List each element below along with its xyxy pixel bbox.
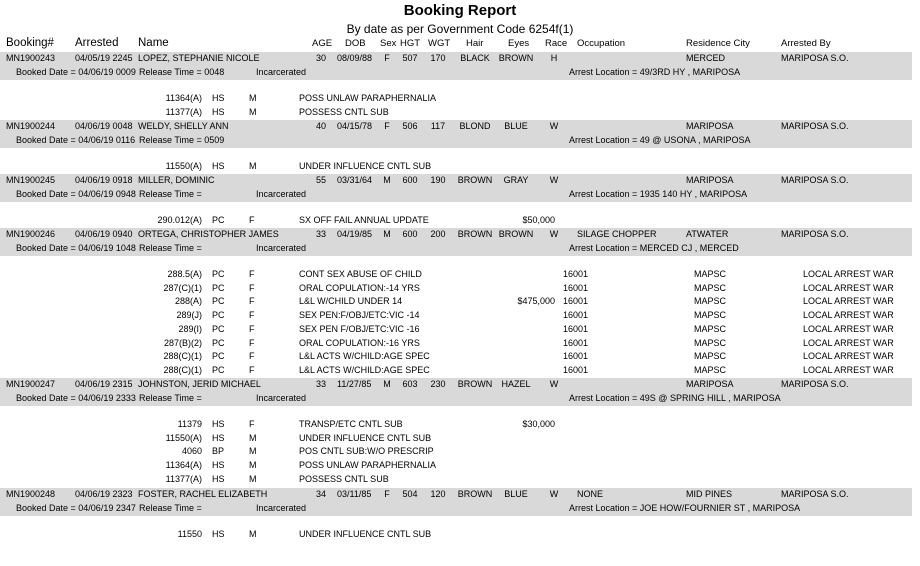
- charge-code: 11379: [177, 419, 202, 429]
- arrest-location: Arrest Location = 49 @ USONA , MARIPOSA: [569, 135, 751, 145]
- authority: LOCAL ARREST WAR: [803, 364, 894, 375]
- charge-description: UNDER INFLUENCE CNTL SUB: [299, 161, 432, 171]
- booking-number: MN1900243: [6, 53, 56, 63]
- charge-description: POSS UNLAW PARAPHERNALIA: [299, 460, 437, 471]
- authority: LOCAL ARREST WAR: [803, 323, 894, 334]
- weight: 190: [430, 175, 446, 185]
- arrested-by: MARIPOSA S.O.: [781, 379, 849, 389]
- charge-type: HS: [212, 432, 225, 443]
- arrest-location: Arrest Location = 1935 140 HY , MARIPOSA: [569, 189, 748, 199]
- charge-description: ORAL COPULATION:-16 YRS: [299, 337, 420, 348]
- dob: 04/15/78: [337, 121, 373, 131]
- charge-level: F: [249, 296, 255, 307]
- custody-status: Incarcerated: [256, 67, 307, 77]
- charge-code: 11377(A): [165, 106, 202, 117]
- eyes: BLUE: [504, 121, 528, 131]
- col-arrested-by: Arrested By: [781, 38, 831, 49]
- warrant-number: 16001: [563, 323, 589, 334]
- arrest-location: Arrest Location = 49/3RD HY , MARIPOSA: [569, 67, 741, 77]
- charge-description: POS CNTL SUB:W/O PRESCRIP: [299, 446, 434, 457]
- col-age: AGE: [312, 38, 333, 49]
- charge-code: 290.012(A): [157, 215, 202, 225]
- person-name: JOHNSTON, JERID MICHAEL: [138, 379, 261, 389]
- age: 55: [315, 175, 326, 185]
- charge-type: HS: [212, 93, 225, 103]
- charge-type: PC: [212, 215, 225, 225]
- arrested-by: MARIPOSA S.O.: [781, 53, 849, 63]
- hair: BLACK: [460, 53, 490, 63]
- report-subtitle: By date as per Government Code 6254f(1): [346, 22, 574, 36]
- weight: 120: [430, 489, 446, 499]
- charge-level: F: [249, 419, 255, 429]
- charge-code: 11550(A): [165, 161, 202, 171]
- booked-date: Booked Date = 04/06/19 0116: [16, 135, 136, 145]
- arrested-by: MARIPOSA S.O.: [781, 175, 849, 185]
- warrant-number: 16001: [563, 337, 589, 348]
- agency: MAPSC: [694, 337, 727, 348]
- arrested-datetime: 04/06/19 2315: [75, 379, 133, 389]
- race: W: [549, 229, 559, 239]
- authority: LOCAL ARREST WAR: [803, 310, 894, 321]
- col-eyes: Eyes: [508, 38, 530, 49]
- bail-amount: $50,000: [522, 215, 555, 225]
- booking-number: MN1900244: [6, 121, 56, 131]
- charge-description: UNDER INFLUENCE CNTL SUB: [299, 432, 432, 443]
- col-name: Name: [138, 37, 169, 49]
- charge-code: 287(C)(1): [163, 282, 202, 293]
- charge-code: 289(I): [178, 323, 202, 334]
- person-name: ORTEGA, CHRISTOPHER JAMES: [138, 229, 279, 239]
- bail-amount: $30,000: [522, 419, 555, 429]
- booked-date: Booked Date = 04/06/19 0948: [16, 189, 136, 199]
- charge-description: L&L ACTS W/CHILD:AGE SPEC: [299, 351, 430, 362]
- charge-type: HS: [212, 473, 225, 484]
- release-time: Release Time =: [139, 189, 202, 199]
- charge-code: 11364(A): [165, 93, 202, 103]
- residence-city: MARIPOSA: [686, 175, 734, 185]
- dob: 08/09/88: [337, 53, 373, 63]
- occupation: NONE: [577, 489, 604, 499]
- age: 40: [315, 121, 326, 131]
- charge-level: M: [249, 161, 257, 171]
- eyes: BROWN: [498, 53, 534, 63]
- charge-level: F: [249, 351, 255, 362]
- charge-code: 4060: [181, 446, 202, 457]
- height: 600: [402, 175, 418, 185]
- race: W: [549, 175, 559, 185]
- dob: 11/27/85: [337, 379, 372, 389]
- booking-number: MN1900246: [6, 229, 56, 239]
- sex: F: [384, 121, 390, 131]
- charge-code: 288(C)(1): [163, 351, 202, 362]
- charge-type: PC: [212, 337, 225, 348]
- charge-description: ORAL COPULATION:-14 YRS: [299, 282, 420, 293]
- hair: BROWN: [457, 489, 493, 499]
- charge-level: M: [249, 93, 257, 103]
- booked-date: Booked Date = 04/06/19 1048: [16, 243, 136, 253]
- charge-description: POSSESS CNTL SUB: [299, 106, 389, 117]
- charge-level: F: [249, 282, 255, 293]
- agency: MAPSC: [694, 364, 727, 375]
- weight: 200: [430, 229, 446, 239]
- residence-city: MARIPOSA: [686, 121, 734, 131]
- weight: 170: [430, 53, 446, 63]
- height: 507: [402, 53, 418, 63]
- height: 504: [402, 489, 418, 499]
- charge-type: HS: [212, 460, 225, 471]
- height: 506: [402, 121, 418, 131]
- age: 33: [315, 379, 326, 389]
- sex: M: [383, 379, 391, 389]
- sex: M: [383, 175, 391, 185]
- residence-city: MERCED: [686, 53, 726, 63]
- charge-level: F: [249, 269, 255, 279]
- charge-level: M: [249, 529, 257, 539]
- charge-code: 288(C)(1): [163, 364, 202, 375]
- charge-level: M: [249, 460, 257, 471]
- residence-city: ATWATER: [686, 229, 729, 239]
- weight: 117: [430, 121, 446, 131]
- race: H: [550, 53, 558, 63]
- col-hgt: HGT: [400, 38, 421, 49]
- dob: 03/31/64: [337, 175, 373, 185]
- charge-type: PC: [212, 269, 225, 279]
- release-time: Release Time =: [139, 243, 202, 253]
- booked-date: Booked Date = 04/06/19 2333: [16, 393, 136, 403]
- residence-city: MARIPOSA: [686, 379, 734, 389]
- release-time: Release Time = 0048: [139, 67, 225, 77]
- col-occupation: Occupation: [577, 38, 626, 49]
- col-residence: Residence City: [686, 38, 750, 49]
- charge-level: F: [249, 337, 255, 348]
- charge-type: HS: [212, 529, 225, 539]
- charge-description: UNDER INFLUENCE CNTL SUB: [299, 529, 432, 539]
- charge-code: 288(A): [174, 296, 202, 307]
- arrested-datetime: 04/06/19 0918: [75, 175, 133, 185]
- charge-level: M: [249, 106, 257, 117]
- charge-level: M: [249, 446, 257, 457]
- occupation: SILAGE CHOPPER: [577, 229, 657, 239]
- arrested-datetime: 04/06/19 2323: [75, 489, 133, 499]
- hair: BLOND: [459, 121, 491, 131]
- charge-level: F: [249, 364, 255, 375]
- warrant-number: 16001: [563, 310, 589, 321]
- eyes: HAZEL: [501, 379, 531, 389]
- agency: MAPSC: [694, 310, 727, 321]
- charge-level: M: [249, 432, 257, 443]
- sex: M: [383, 229, 391, 239]
- race: W: [549, 379, 559, 389]
- booking-number: MN1900245: [6, 175, 56, 185]
- charge-code: 287(B)(2): [163, 337, 202, 348]
- charge-code: 11550(A): [165, 432, 202, 443]
- charge-type: PC: [212, 282, 225, 293]
- col-hair: Hair: [466, 38, 484, 49]
- dob: 04/19/85: [337, 229, 373, 239]
- charge-description: CONT SEX ABUSE OF CHILD: [299, 269, 422, 279]
- sex: F: [384, 489, 390, 499]
- warrant-number: 16001: [563, 282, 589, 293]
- release-time: Release Time =: [139, 503, 202, 513]
- arrested-by: MARIPOSA S.O.: [781, 121, 849, 131]
- arrest-location: Arrest Location = MERCED CJ , MERCED: [569, 243, 739, 253]
- charge-type: PC: [212, 323, 225, 334]
- charge-type: PC: [212, 351, 225, 362]
- report-title: Booking Report: [403, 2, 517, 19]
- authority: LOCAL ARREST WAR: [803, 282, 894, 293]
- charge-description: POSSESS CNTL SUB: [299, 473, 389, 484]
- booking-number: MN1900247: [6, 379, 56, 389]
- eyes: BLUE: [504, 489, 528, 499]
- dob: 03/11/85: [337, 489, 372, 499]
- sex: F: [384, 53, 390, 63]
- race: W: [549, 121, 559, 131]
- charge-type: HS: [212, 419, 225, 429]
- age: 34: [315, 489, 326, 499]
- booking-number: MN1900248: [6, 489, 56, 499]
- authority: LOCAL ARREST WAR: [803, 269, 894, 279]
- person-name: LOPEZ, STEPHANIE NICOLE: [138, 53, 260, 63]
- col-arrested: Arrested: [75, 37, 119, 49]
- residence-city: MID PINES: [686, 489, 733, 499]
- height: 600: [402, 229, 418, 239]
- charge-description: POSS UNLAW PARAPHERNALIA: [299, 93, 437, 103]
- height: 603: [402, 379, 418, 389]
- charge-code: 11377(A): [165, 473, 202, 484]
- charge-code: 11550: [177, 529, 202, 539]
- charge-level: F: [249, 323, 255, 334]
- person-name: MILLER, DOMINIC: [138, 175, 215, 185]
- charge-code: 288.5(A): [167, 269, 202, 279]
- charge-code: 289(J): [176, 310, 202, 321]
- hair: BROWN: [457, 175, 493, 185]
- agency: MAPSC: [694, 323, 727, 334]
- authority: LOCAL ARREST WAR: [803, 296, 894, 307]
- booked-date: Booked Date = 04/06/19 2347: [16, 503, 136, 513]
- release-time: Release Time = 0509: [139, 135, 225, 145]
- agency: MAPSC: [694, 296, 727, 307]
- charge-description: L&L W/CHILD UNDER 14: [299, 296, 403, 307]
- hair: BROWN: [457, 379, 493, 389]
- eyes: BROWN: [498, 229, 534, 239]
- warrant-number: 16001: [563, 351, 589, 362]
- authority: LOCAL ARREST WAR: [803, 337, 894, 348]
- charge-description: SEX PEN F/OBJ/ETC:VIC -16: [299, 323, 420, 334]
- col-wgt: WGT: [428, 38, 451, 49]
- agency: MAPSC: [694, 269, 727, 279]
- col-sex: Sex: [380, 38, 397, 49]
- warrant-number: 16001: [563, 364, 589, 375]
- weight: 230: [430, 379, 446, 389]
- col-race: Race: [545, 38, 568, 49]
- charge-level: M: [249, 473, 257, 484]
- arrest-location: Arrest Location = JOE HOW/FOURNIER ST , MARIPOSA: [569, 503, 801, 513]
- arrested-datetime: 04/06/19 0940: [75, 229, 133, 239]
- race: W: [549, 489, 559, 499]
- booked-date: Booked Date = 04/06/19 0009: [16, 67, 136, 77]
- charge-type: PC: [212, 310, 225, 321]
- person-name: WELDY, SHELLY ANN: [138, 121, 229, 131]
- release-time: Release Time =: [139, 393, 202, 403]
- arrest-location: Arrest Location = 49S @ SPRING HILL , MARIPOSA: [569, 393, 781, 403]
- agency: MAPSC: [694, 351, 727, 362]
- col-dob: DOB: [345, 38, 366, 49]
- charge-description: SEX PEN:F/OBJ/ETC:VIC -14: [299, 310, 420, 321]
- charge-type: HS: [212, 161, 225, 171]
- hair: BROWN: [457, 229, 493, 239]
- charge-level: F: [249, 310, 255, 321]
- charge-description: TRANSP/ETC CNTL SUB: [299, 419, 403, 429]
- authority: LOCAL ARREST WAR: [803, 351, 894, 362]
- custody-status: Incarcerated: [256, 189, 307, 199]
- arrested-by: MARIPOSA S.O.: [781, 489, 849, 499]
- custody-status: Incarcerated: [256, 243, 307, 253]
- custody-status: Incarcerated: [256, 503, 307, 513]
- charge-type: HS: [212, 106, 225, 117]
- warrant-number: 16001: [563, 296, 589, 307]
- col-booking: Booking#: [6, 37, 54, 49]
- custody-status: Incarcerated: [256, 393, 307, 403]
- charge-level: F: [249, 215, 255, 225]
- eyes: GRAY: [503, 175, 529, 185]
- age: 30: [315, 53, 326, 63]
- charge-description: SX OFF FAIL ANNUAL UPDATE: [299, 215, 429, 225]
- arrested-datetime: 04/06/19 0048: [75, 121, 133, 131]
- age: 33: [315, 229, 326, 239]
- person-name: FOSTER, RACHEL ELIZABETH: [138, 489, 268, 499]
- charge-type: BP: [212, 446, 225, 457]
- warrant-number: 16001: [563, 269, 589, 279]
- charge-type: PC: [212, 296, 225, 307]
- charge-type: PC: [212, 364, 225, 375]
- charge-description: L&L ACTS W/CHILD:AGE SPEC: [299, 364, 430, 375]
- arrested-datetime: 04/05/19 2245: [75, 53, 133, 63]
- bail-amount: $475,000: [517, 296, 555, 307]
- agency: MAPSC: [694, 282, 727, 293]
- arrested-by: MARIPOSA S.O.: [781, 229, 849, 239]
- charge-code: 11364(A): [165, 460, 202, 471]
